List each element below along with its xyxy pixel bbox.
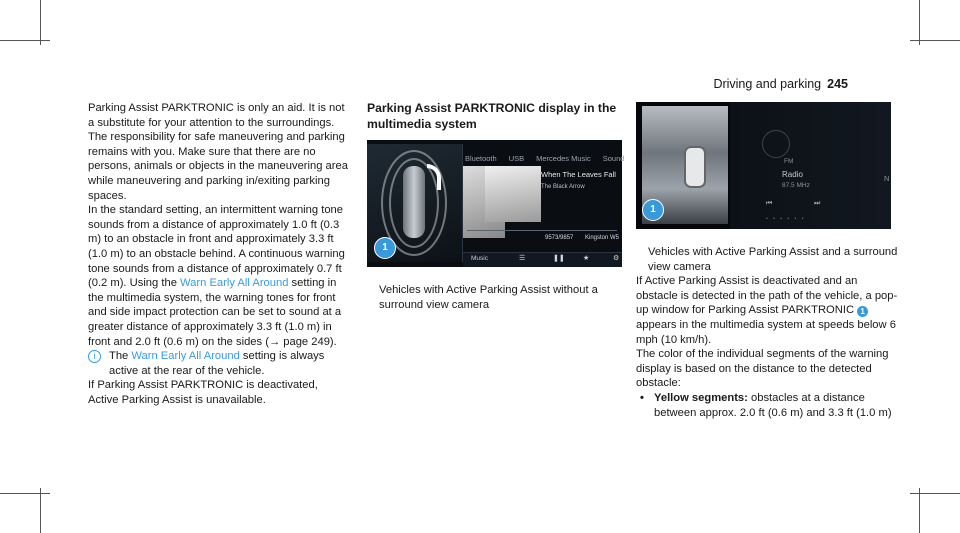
band-label: FM: [784, 158, 794, 165]
progress-bar: [467, 230, 617, 231]
station-label: Kingston W5: [585, 235, 620, 241]
antenna-icon: [762, 130, 790, 158]
crop-mark: [910, 40, 960, 41]
text: setting is always active at the rear of the vehicle.: [109, 350, 325, 377]
setting-link[interactable]: Warn Early All Around: [180, 277, 289, 290]
crop-mark: [919, 0, 920, 45]
tab-mercedes-music[interactable]: Mercedes Music: [536, 154, 591, 163]
note-text: [109, 349, 350, 378]
frequency-label: 87.5 MHz: [782, 182, 810, 189]
previous-icon[interactable]: ⏮: [766, 200, 773, 207]
text: In the standard setting, an intermittent warning tone sounds from a distance of approximately 1.0 ft (0.3 m) to an obstacle in front and approximately 3.3 ft (1.0 m) to an obstacle behind. A continuous warning tone sounds from a distance of approximately 0.7 ft (0.2 m). Using the: [88, 204, 345, 290]
multimedia-screenshot-no-camera: [367, 140, 625, 267]
radio-label: Radio: [782, 170, 803, 179]
crop-mark: [910, 493, 960, 494]
paragraph: Parking Assist PARKTRONIC is only an aid. It is not a substitute for your attention to the surroundings. The responsibility for safe maneuvering and parking remains with you. Make sure that there are no persons, animals or objects in the maneuvering area while maneuvering and parking in/exiting parking spaces.: [88, 102, 348, 202]
info-note: [88, 349, 350, 378]
paragraph: [88, 203, 350, 349]
track-counter: 9573/9857: [545, 235, 574, 241]
info-icon: i: [88, 350, 101, 363]
paragraph: The color of the individual segments of the warning display is based on the distance to the detected obstacle:: [636, 348, 889, 390]
column-middle: [367, 101, 625, 132]
section-heading: Parking Assist PARKTRONIC display in the multimedia system: [367, 101, 617, 131]
text: appears in the multimedia system at speeds below 6 mph (10 km/h).: [636, 318, 896, 346]
text: If Active Parking Assist is deactivated and an obstacle is detected in the path of the vehicle, a pop-up window for Parking Assist PARKTRONIC: [636, 275, 898, 317]
crop-mark: [919, 488, 920, 533]
text: The: [109, 350, 132, 363]
vehicle-icon: [403, 166, 425, 238]
callout-badge: 1: [857, 306, 868, 317]
source-label[interactable]: Music: [471, 255, 488, 262]
bullet-text: [654, 391, 898, 420]
edge-text: N: [884, 174, 890, 183]
page-header: [713, 77, 848, 91]
media-tabs: [465, 154, 625, 163]
favorite-icon[interactable]: ★: [583, 255, 590, 262]
callout-badge: 1: [642, 199, 664, 221]
bullet-label: Yellow segments:: [654, 391, 748, 404]
text: setting in the multimedia system, the warning tones for front and side impact protection can be set to sound at a greater distance of approximately 3.3 ft (1.0 m) in front and 2.0 ft (0.6 m) on the sides (→ page 249).: [88, 277, 342, 348]
paragraph: If Parking Assist PARKTRONIC is deactivated, Active Parking Assist is unavailable.: [88, 379, 318, 406]
figure-caption: Vehicles with Active Parking Assist and a surround view camera: [648, 246, 898, 273]
list-item: [640, 391, 898, 420]
multimedia-screenshot-camera: [636, 102, 891, 229]
page-dots: • • • • • •: [766, 216, 806, 222]
page-number: 245: [827, 77, 848, 91]
settings-icon[interactable]: ⚙: [613, 255, 620, 262]
column-left: [88, 101, 350, 407]
song-title: When The Leaves Fall: [541, 170, 616, 179]
section-title: Driving and parking: [713, 77, 822, 91]
vehicle-icon: [684, 146, 706, 188]
tab-sound[interactable]: Sound: [602, 154, 625, 163]
next-icon[interactable]: ⏭: [814, 200, 821, 207]
paragraph: [636, 274, 898, 347]
crop-mark: [40, 488, 41, 533]
crop-mark: [0, 40, 50, 41]
album-art: [485, 166, 541, 222]
list-icon[interactable]: ☰: [519, 255, 526, 262]
tab-usb[interactable]: USB: [508, 154, 525, 163]
bullet-icon: •: [640, 391, 644, 404]
artist-name: The Black Arrow: [541, 184, 585, 190]
pause-icon[interactable]: ❚❚: [553, 255, 565, 262]
figure-caption: Vehicles with Active Parking Assist without a surround view camera: [379, 284, 598, 311]
radio-panel: [730, 102, 891, 229]
crop-mark: [40, 0, 41, 45]
setting-link[interactable]: Warn Early All Around: [131, 350, 240, 363]
callout-badge: 1: [374, 237, 396, 259]
crop-mark: [0, 493, 50, 494]
column-right: [636, 245, 898, 420]
tab-bluetooth[interactable]: Bluetooth: [465, 154, 497, 163]
column-middle-caption: [367, 283, 625, 312]
text: obstacles at a distance between approx. 2.0 ft (0.6 m) and 3.3 ft (1.0 m): [654, 391, 892, 419]
